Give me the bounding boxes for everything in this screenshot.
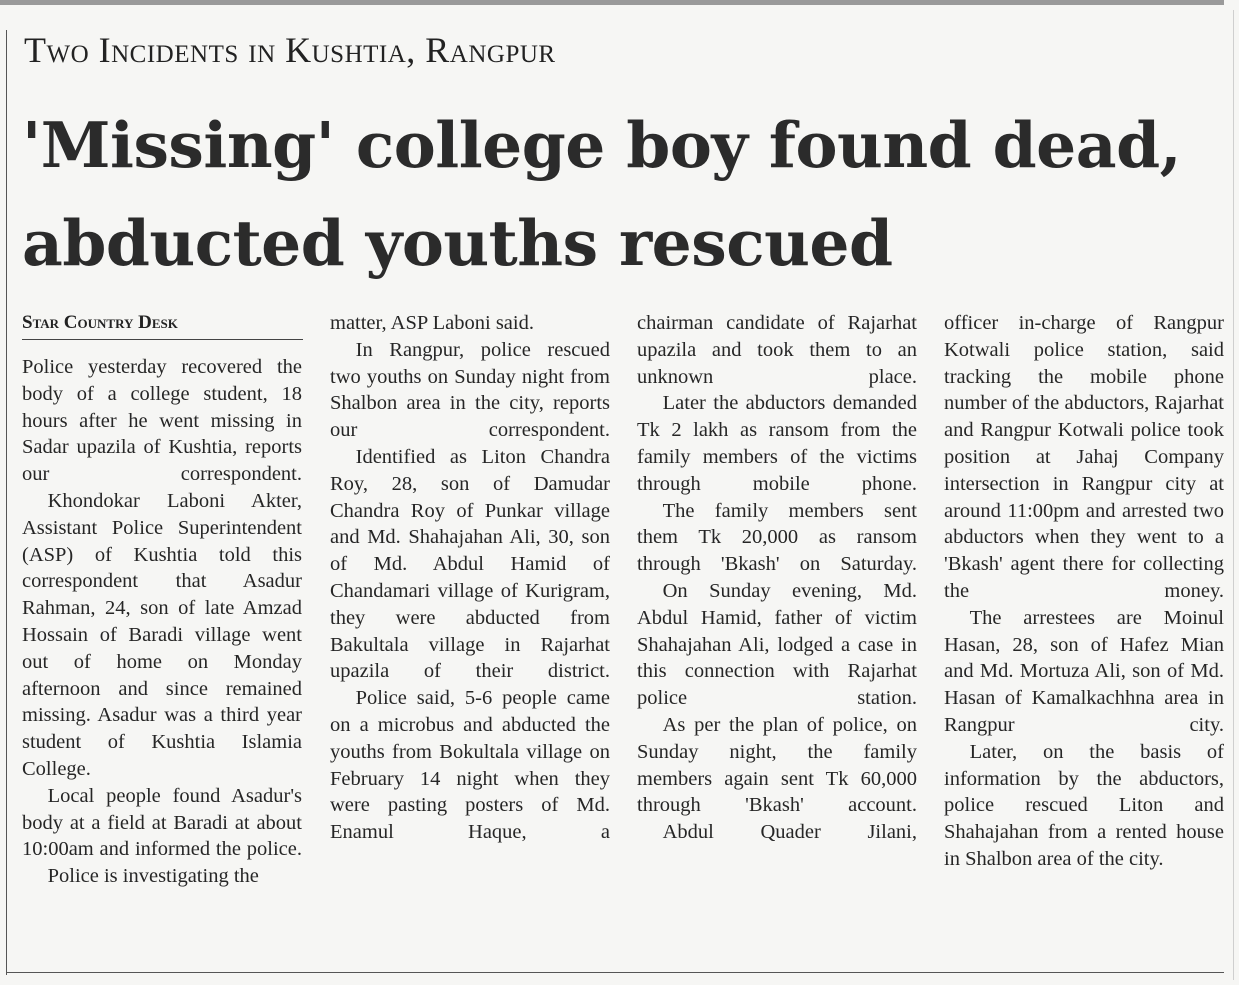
left-border-rule (6, 30, 7, 975)
paragraph: Later the abductors demanded Tk 2 lakh as ransom from the family members of the victims through mobile phone. (637, 392, 917, 495)
headline-line-2: abducted youths rescued (22, 206, 893, 280)
paragraph: chairman candidate of Rajarhat upazila and took them to an unknown place. (637, 312, 917, 388)
paragraph: In Rangpur, police rescued two youths on Sunday night from Shalbon area in the city, reports our correspondent. (330, 338, 610, 442)
paragraph: Later, on the basis of information by the abductors, police rescued Liton and Shahajahan from a rented house in Shalbon area of the city. (944, 740, 1224, 870)
paragraph: Police yesterday recovered the body of a college student, 18 hours after he went missing in Sadar upazila of Kushtia, reports our correspondent. (22, 356, 302, 486)
paragraph: Police is investigating the (47, 865, 259, 888)
headline (22, 96, 1227, 292)
article-column-4 (944, 310, 1224, 873)
headline-line-1: 'Missing' college boy found dead, (22, 108, 1182, 182)
article-column-2 (330, 310, 610, 846)
byline-rule (22, 339, 303, 340)
paragraph: Abdul Quader Jilani, (662, 821, 917, 844)
right-edge (1233, 10, 1234, 980)
paragraph: The arrestees are Moinul Hasan, 28, son of Hafez Mian and Md. Mortuza Ali, son of Md. Hasan of Kamalkachhna area in Rangpur city. (944, 606, 1224, 736)
paragraph: Police said, 5-6 people came on a microbus and abducted the youths from Bokultala village on February 14 night when they were pasting posters of Md. Enamul Haque, a (330, 687, 610, 844)
article-column-3 (637, 310, 917, 846)
paragraph: matter, ASP Laboni said. (330, 312, 534, 334)
kicker: Two Incidents in Kushtia, Rangpur (24, 30, 556, 70)
article-column-1 (22, 354, 302, 890)
paragraph: Khondokar Laboni Akter, Assistant Police Superintendent (ASP) of Kushtia told this correspondent that Asadur Rahman, 24, son of late Amzad Hossain of Baradi village went out of home on Monday afternoon and since remained missing. Asadur was a third year student of Kushtia Islamia College. (22, 489, 302, 780)
paragraph: On Sunday evening, Md. Abdul Hamid, father of victim Shahajahan Ali, lodged a case in this connection with Rajarhat police station. (637, 579, 917, 710)
byline: Star Country Desk (22, 312, 178, 333)
paragraph: officer in-charge of Rangpur Kotwali police station, said tracking the mobile phone number of the abductors, Rajarhat and Rangpur Kotwali police took position at Jahaj Company intersection in Rangpur city at around 11:00pm and arrested two abductors when they went to a 'Bkash' agent there for collecting the money. (944, 312, 1224, 602)
bottom-rule (6, 972, 1224, 973)
paragraph: As per the plan of police, on Sunday night, the family members again sent Tk 60,000 through 'Bkash' account. (637, 713, 917, 817)
top-rule (0, 0, 1224, 5)
paragraph: Identified as Liton Chandra Roy, 28, son of Damudar Chandra Roy of Punkar village and Md. Shahajahan Ali, 30, son of Md. Abdul Hamid of Chandamari village of Kurigram, they were abducted from Bakultala village in Rajarhat upazila of their district. (330, 445, 610, 683)
paragraph: The family members sent them Tk 20,000 as ransom through 'Bkash' on Saturday. (637, 499, 917, 576)
paragraph: Local people found Asadur's body at a field at Baradi at about 10:00am and informed the police. (22, 784, 302, 861)
